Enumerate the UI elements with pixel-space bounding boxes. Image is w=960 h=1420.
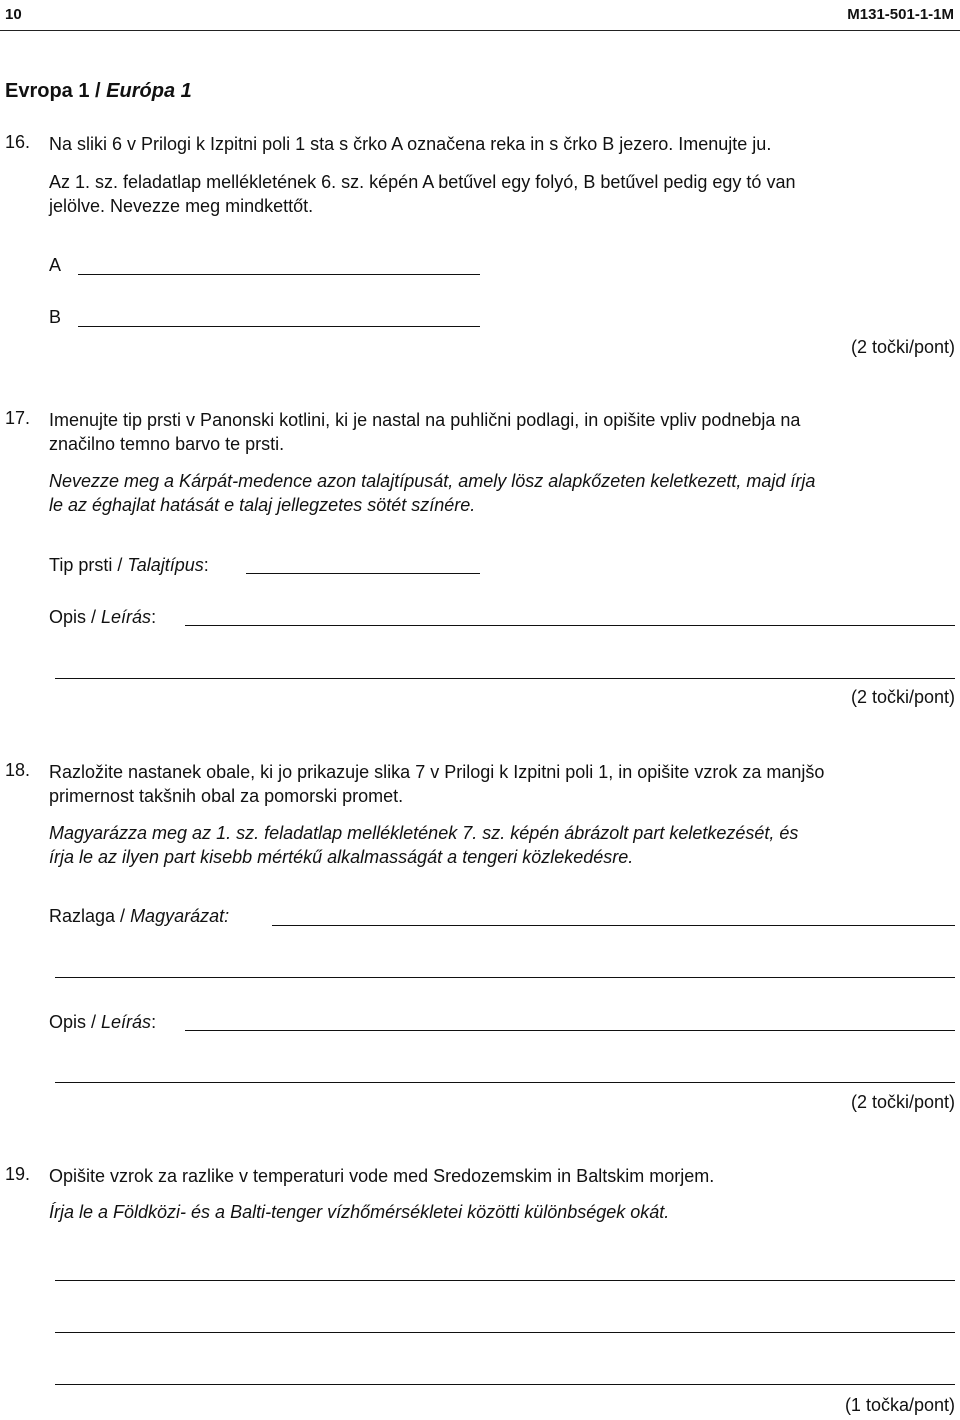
question-16-points: (2 točki/pont): [850, 337, 955, 357]
section-title-sl: Evropa 1 /: [5, 80, 101, 102]
description-answer-line-2[interactable]: [55, 678, 955, 679]
question-17-text-hu-1: Nevezze meg a Kárpát-medence azon talajtípusát, amely lösz alapkőzeten keletkezett, majd írja: [49, 471, 816, 491]
question-16-text-hu-2: jelölve. Nevezze meg mindkettőt.: [49, 196, 314, 216]
question-19-text-sl: Opišite vzrok za razlike v temperaturi vode med Sredozemskim in Baltskim morjem.: [49, 1166, 715, 1186]
question-17-text-sl-1: Imenujte tip prsti v Panonski kotlini, ki je nastal na puhlični podlagi, in opišite vpliv podnebja na: [49, 410, 801, 430]
question-17-number: 17.: [5, 408, 31, 428]
answer-b-label: B: [49, 307, 62, 327]
question-19-answer-line-2[interactable]: [55, 1332, 955, 1333]
question-16-text-sl: Na sliki 6 v Prilogi k Izpitni poli 1 sta s črko A označena reka in s črko B jezero. Imenujte ju.: [49, 134, 772, 154]
header-rule: [0, 30, 960, 31]
description-label: Opis / Leírás:: [49, 607, 157, 627]
description-label-18: Opis / Leírás:: [49, 1012, 157, 1032]
question-18-text-sl-1: Razložite nastanek obale, ki jo prikazuje slika 7 v Prilogi k Izpitni poli 1, in opišite vzrok za manjšo: [49, 762, 825, 782]
question-16-number: 16.: [5, 132, 31, 152]
description-18-answer-line-2[interactable]: [55, 1082, 955, 1083]
question-18-number: 18.: [5, 760, 31, 780]
question-19-number: 19.: [5, 1164, 31, 1184]
question-17-text-sl-2: značilno temno barvo te prsti.: [49, 434, 285, 454]
answer-a-label: A: [49, 255, 62, 275]
question-18-text-sl-2: primernost takšnih obal za pomorski promet.: [49, 786, 404, 806]
soil-type-answer-line[interactable]: [246, 573, 480, 574]
page-number: 10: [5, 6, 22, 23]
soil-type-label: Tip prsti / Talajtípus:: [49, 555, 209, 575]
question-17-points: (2 točki/pont): [850, 687, 955, 707]
explanation-answer-line-1[interactable]: [272, 925, 955, 926]
question-18-text-hu-2: írja le az ilyen part kisebb mértékű alkalmasságát a tengeri közlekedésre.: [49, 847, 634, 867]
section-title-hu: Európa 1: [106, 80, 192, 102]
description-18-answer-line-1[interactable]: [185, 1030, 955, 1031]
description-answer-line-1[interactable]: [185, 625, 955, 626]
question-17-text-hu-2: le az éghajlat hatását e talaj jellegzetes sötét színére.: [49, 495, 476, 515]
section-title: [5, 80, 192, 103]
question-19-answer-line-3[interactable]: [55, 1384, 955, 1385]
question-19-points: (1 točka/pont): [844, 1395, 955, 1415]
explanation-label: Razlaga / Magyarázat:: [49, 906, 230, 926]
question-19-text-hu: Írja le a Földközi- és a Balti-tenger vízhőmérsékletei közötti különbségek okát.: [49, 1202, 670, 1222]
question-18-text-hu-1: Magyarázza meg az 1. sz. feladatlap mellékletének 7. sz. képén ábrázolt part keletkezését, és: [49, 823, 799, 843]
explanation-answer-line-2[interactable]: [55, 977, 955, 978]
question-16-text-hu-1: Az 1. sz. feladatlap mellékletének 6. sz. képén A betűvel egy folyó, B betűvel pedig egy tó van: [49, 172, 796, 192]
question-19-answer-line-1[interactable]: [55, 1280, 955, 1281]
document-code: M131-501-1-1M: [847, 6, 954, 23]
answer-b-line[interactable]: [78, 326, 480, 327]
answer-a-line[interactable]: [78, 274, 480, 275]
question-18-points: (2 točki/pont): [850, 1092, 955, 1112]
